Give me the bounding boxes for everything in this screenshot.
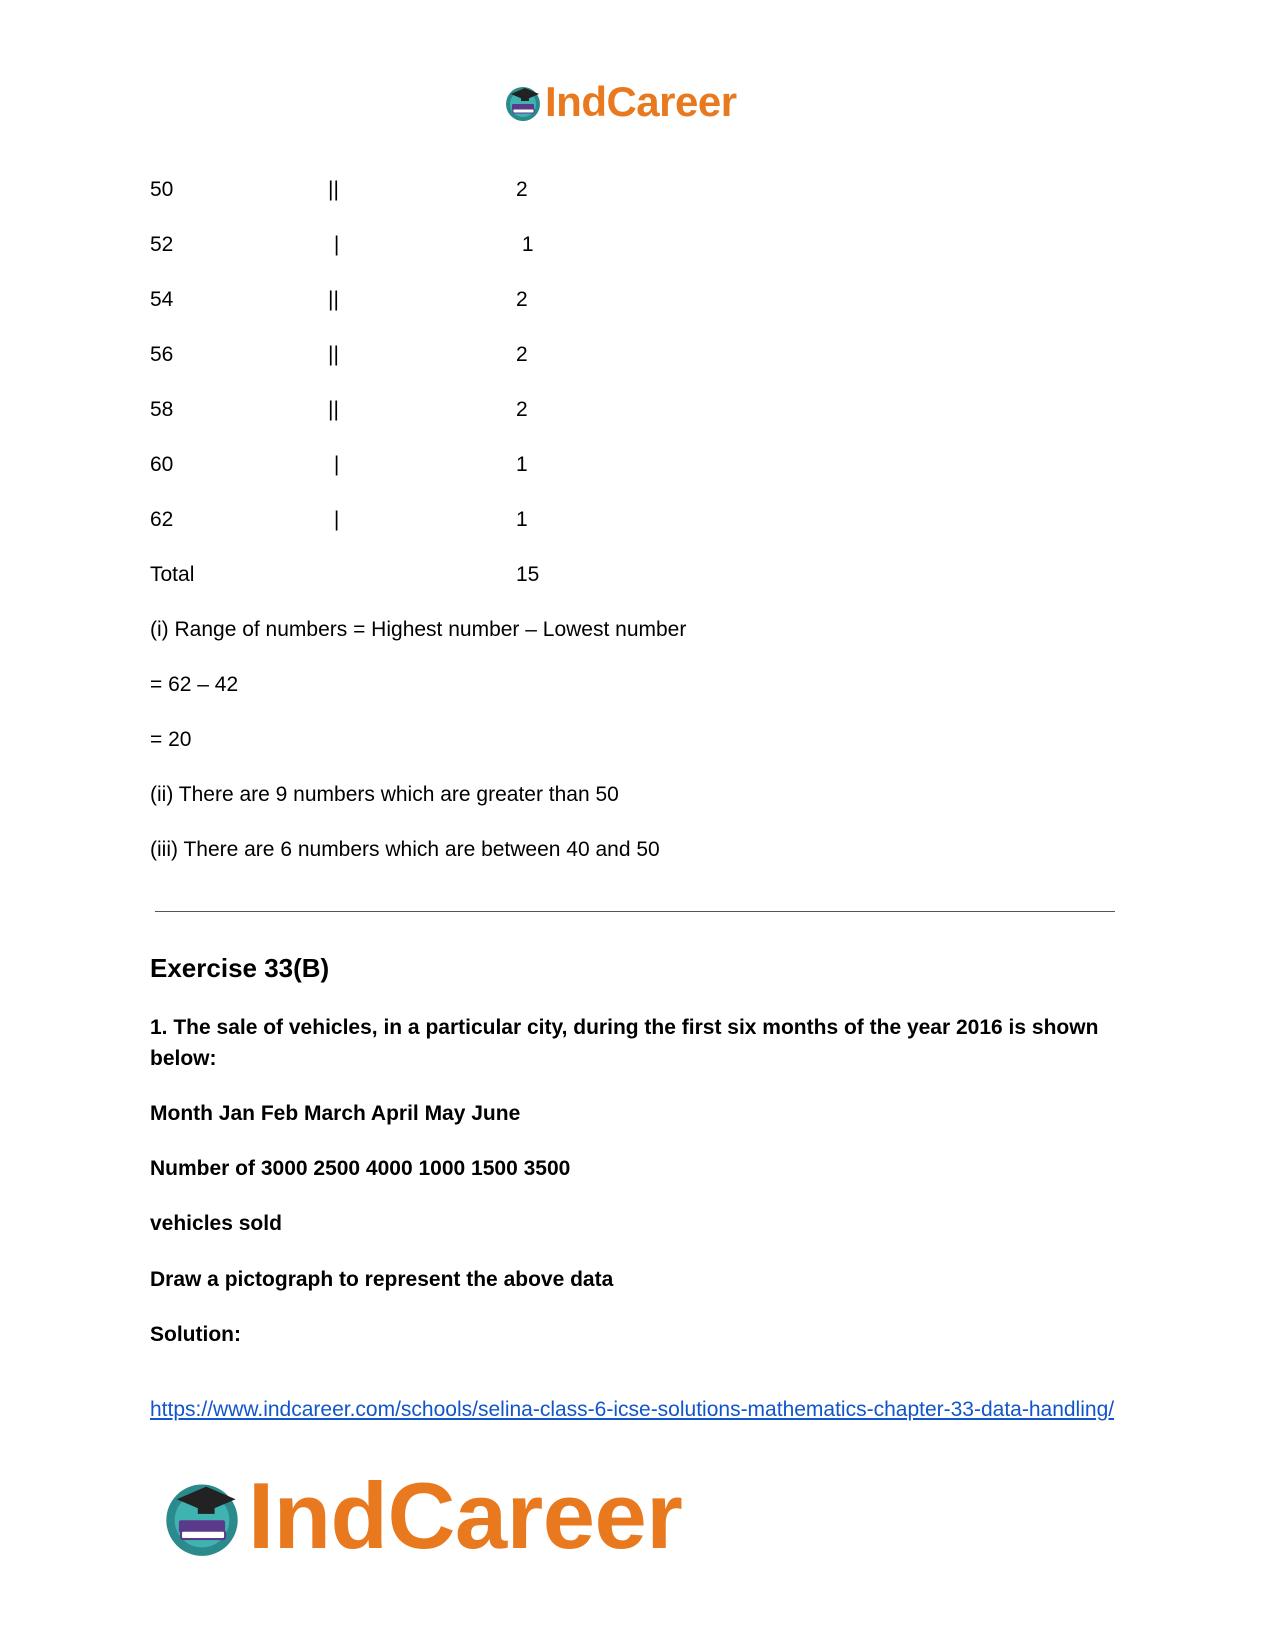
tally-total-row (150, 563, 710, 593)
answer-part-ii: (ii) There are 9 numbers which are greater than 50 (150, 783, 619, 806)
tally-marks: || (328, 343, 339, 366)
answer-part-iii: (iii) There are 6 numbers which are between 40 and 50 (150, 838, 660, 861)
tally-value: 62 (150, 508, 174, 531)
footer-logo-text: IndCareer (248, 1463, 683, 1568)
total-label: Total (150, 563, 195, 586)
tally-frequency: 2 (516, 398, 528, 421)
tally-row (150, 508, 710, 538)
tally-marks: || (328, 178, 339, 201)
tally-marks: || (328, 288, 339, 311)
tally-row (150, 288, 710, 318)
header-logo-text: IndCareer (545, 78, 737, 125)
tally-frequency: 2 (516, 343, 528, 366)
footer-logo (160, 1463, 683, 1568)
tally-value: 52 (150, 233, 174, 256)
tally-frequency: 1 (516, 233, 534, 256)
source-link[interactable]: https://www.indcareer.com/schools/selina-class-6-icse-solutions-mathematics-chapter-33-data-handling/ (150, 1398, 1115, 1421)
tally-row (150, 343, 710, 373)
tally-value: 54 (150, 288, 174, 311)
total-value: 15 (516, 563, 540, 586)
graduation-globe-icon (160, 1474, 244, 1558)
tally-row (150, 398, 710, 428)
range-result: = 20 (150, 728, 192, 751)
tally-row (150, 453, 710, 483)
month-row: Month Jan Feb March April May June (150, 1102, 521, 1125)
tally-value: 50 (150, 178, 174, 201)
exercise-heading: Exercise 33(B) (150, 953, 330, 983)
tally-frequency: 1 (516, 453, 528, 476)
tally-row (150, 178, 710, 208)
tally-frequency: 1 (516, 508, 528, 531)
instruction-text: Draw a pictograph to represent the above data (150, 1268, 614, 1291)
tally-frequency: 2 (516, 178, 528, 201)
vehicles-row: vehicles sold (150, 1212, 282, 1235)
tally-value: 60 (150, 453, 174, 476)
tally-marks: | (328, 453, 340, 476)
number-row: Number of 3000 2500 4000 1000 1500 3500 (150, 1157, 571, 1180)
tally-frequency: 2 (516, 288, 528, 311)
tally-value: 58 (150, 398, 174, 421)
tally-marks: || (328, 398, 339, 421)
graduation-globe-icon (503, 82, 543, 122)
solution-label: Solution: (150, 1323, 241, 1346)
tally-marks: | (328, 508, 340, 531)
header-logo (503, 78, 737, 126)
range-calc: = 62 – 42 (150, 673, 239, 696)
tally-marks: | (328, 233, 340, 256)
range-line: (i) Range of numbers = Highest number – Lowest number (150, 618, 687, 641)
question-text: 1. The sale of vehicles, in a particular city, during the first six months of the year 2016 is shown below: (150, 1016, 1099, 1070)
tally-value: 56 (150, 343, 174, 366)
tally-row (150, 233, 710, 263)
section-divider (155, 911, 1115, 912)
